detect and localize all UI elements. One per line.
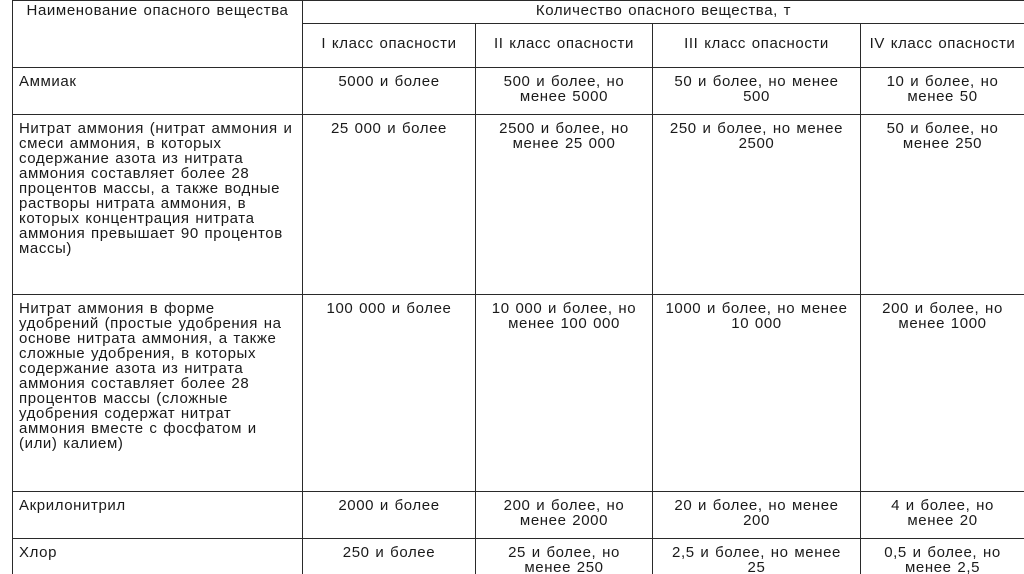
class-4-value: 200 и более, но менее 1000	[861, 295, 1024, 492]
class-1-value: 100 000 и более	[303, 295, 476, 492]
table-row	[13, 295, 1024, 492]
table-row	[13, 115, 1024, 295]
class-2-value: 10 000 и более, но менее 100 000	[476, 295, 653, 492]
table-row	[13, 492, 1024, 539]
class-3-value: 1000 и более, но менее 10 000	[653, 295, 861, 492]
document-page	[12, 0, 1024, 574]
hazardous-substances-table	[12, 0, 1024, 574]
class-1-value: 250 и более	[303, 539, 476, 574]
class-4-value: 4 и более, но менее 20	[861, 492, 1024, 539]
class-2-value: 2500 и более, но менее 25 000	[476, 115, 653, 295]
substance-name: Акрилонитрил	[13, 492, 303, 539]
substance-name: Нитрат аммония в форме удобрений (простые удобрения на основе нитрата аммония, а также сложные удобрения, в которых содержание азота из нитрата аммония составляет более 28 процентов массы (сложные удобрения содержат нитрат аммония вместе с фосфатом и (или) калием)	[13, 295, 303, 492]
header-class-2: II класс опасности	[476, 24, 653, 68]
header-row-top	[13, 1, 1024, 24]
class-2-value: 500 и более, но менее 5000	[476, 68, 653, 115]
class-4-value: 10 и более, но менее 50	[861, 68, 1024, 115]
class-3-value: 250 и более, но менее 2500	[653, 115, 861, 295]
table-row	[13, 68, 1024, 115]
class-3-value: 50 и более, но менее 500	[653, 68, 861, 115]
class-3-value: 20 и более, но менее 200	[653, 492, 861, 539]
class-1-value: 5000 и более	[303, 68, 476, 115]
substance-name: Нитрат аммония (нитрат аммония и смеси аммония, в которых содержание азота из нитрата аммония составляет более 28 процентов массы, а также водные растворы нитрата аммония, в которых концентрация нитрата аммония превышает 90 процентов массы)	[13, 115, 303, 295]
class-4-value: 0,5 и более, но менее 2,5	[861, 539, 1024, 574]
substance-name: Аммиак	[13, 68, 303, 115]
class-1-value: 25 000 и более	[303, 115, 476, 295]
class-4-value: 50 и более, но менее 250	[861, 115, 1024, 295]
class-1-value: 2000 и более	[303, 492, 476, 539]
header-class-4: IV класс опасности	[861, 24, 1024, 68]
header-quantity-group: Количество опасного вещества, т	[303, 1, 1024, 24]
substance-name: Хлор	[13, 539, 303, 574]
class-2-value: 25 и более, но менее 250	[476, 539, 653, 574]
class-2-value: 200 и более, но менее 2000	[476, 492, 653, 539]
table-row	[13, 539, 1024, 574]
header-substance-name: Наименование опасного вещества	[13, 1, 303, 68]
header-class-3: III класс опасности	[653, 24, 861, 68]
class-3-value: 2,5 и более, но менее 25	[653, 539, 861, 574]
header-class-1: I класс опасности	[303, 24, 476, 68]
